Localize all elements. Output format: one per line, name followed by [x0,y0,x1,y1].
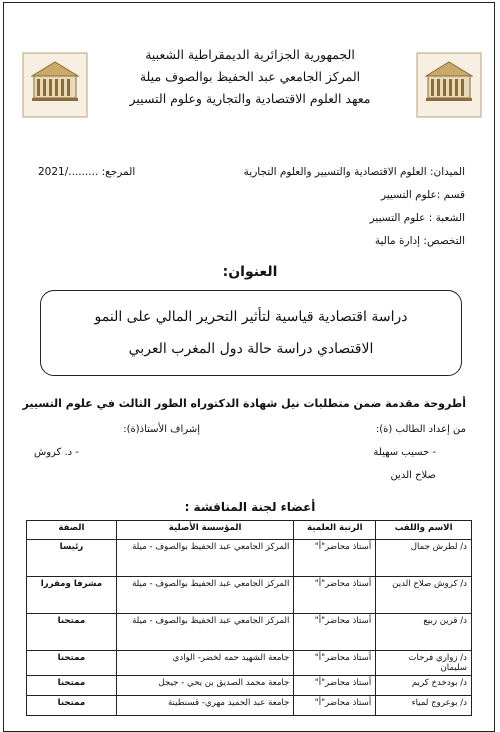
table-header-row [27,521,472,540]
table-row [27,540,472,577]
member-role: ممتحنا [27,676,117,696]
header-line-1: الجمهورية الجزائرية الديمقراطية الشعبية [145,47,355,62]
supervisor-label: إشراف الأستاذ(ة): [123,424,200,435]
specialty-line: التخصص: إدارة مالية [374,235,465,247]
member-role: ممتحنا [27,696,117,716]
member-name: د/ زواري فرحات سليمان [376,651,472,676]
students-label: من إعداد الطالب (ة): [375,424,466,435]
member-name: د/ لطرش جمال [376,540,472,577]
member-rank: أستاذ محاضر"أ" [294,696,376,716]
member-role: ممتحنا [27,651,117,676]
member-institution: المركز الجامعي عبد الحفيظ بوالصوف - ميلة [116,577,294,614]
university-logo-left [22,52,88,118]
reference-line: المرجع: ........./2021 [38,166,136,178]
member-institution: جامعة الشهيد حمه لخضر- الوادي [116,651,294,676]
header-rank: الرتبة العلمية [294,521,376,540]
table-row [27,651,472,676]
member-name: د/ كروش صلاح الدين [376,577,472,614]
header-line-3: معهد العلوم الاقتصادية والتجارية وعلوم التسيير [129,91,371,106]
member-rank: أستاذ محاضر"أ" [294,577,376,614]
title-line-2: الاقتصادي دراسة حالة دول المغرب العربي [128,341,374,357]
table-row [27,696,472,716]
header-name: الاسم واللقب [376,521,472,540]
member-institution: المركز الجامعي عبد الحفيظ بوالصوف - ميلة [116,540,294,577]
member-role: مشرفا ومقررا [27,577,117,614]
header-role: الصفة [27,521,117,540]
member-role: رئيسا [27,540,117,577]
table-row [27,676,472,696]
header-block [100,44,400,110]
university-logo-right [416,52,482,118]
committee-table [26,520,472,716]
title-box [40,290,462,376]
member-rank: أستاذ محاضر"أ" [294,651,376,676]
table-row [27,614,472,651]
member-rank: أستاذ محاضر"أ" [294,540,376,577]
title-label: العنوان: [222,264,278,280]
committee-title: أعضاء لجنة المناقشة : [184,500,316,514]
field-line: الميدان: العلوم الاقتصادية والتسيير والعلوم التجارية [243,166,465,178]
member-rank: أستاذ محاضر"أ" [294,676,376,696]
student-name-1: - حسيب سهيلة [373,447,436,458]
member-name: د/ قرين ربيع [376,614,472,651]
student-name-2: صلاح الدين [390,470,436,481]
department-line: قسم :علوم التسيير [380,189,465,201]
member-role: ممتحنا [27,614,117,651]
member-name: د/ بودخدخ كريم [376,676,472,696]
member-institution: جامعة محمد الصديق بن يحي - جيجل [116,676,294,696]
supervisor-name: - د. كروش [34,447,79,458]
header-line-2: المركز الجامعي عبد الحفيظ بوالصوف ميلة [139,69,361,84]
member-name: د/ بوعروج لمياء [376,696,472,716]
branch-line: الشعبة : علوم التسيير [369,212,465,224]
title-line-1: دراسة اقتصادية قياسية لتأثير التحرير المالي على النمو [94,309,408,325]
table-row [27,577,472,614]
header-institution: المؤسسة الأصلية [116,521,294,540]
member-institution: المركز الجامعي عبد الحفيظ بوالصوف - ميلة [116,614,294,651]
member-rank: أستاذ محاضر"أ" [294,614,376,651]
member-institution: جامعة عبد الحميد مهري- قسنطينة [116,696,294,716]
thesis-note: أطروحة مقدمة ضمن متطلبات نيل شهادة الدكتوراه الطور الثالث في علوم التسيير [22,397,466,410]
